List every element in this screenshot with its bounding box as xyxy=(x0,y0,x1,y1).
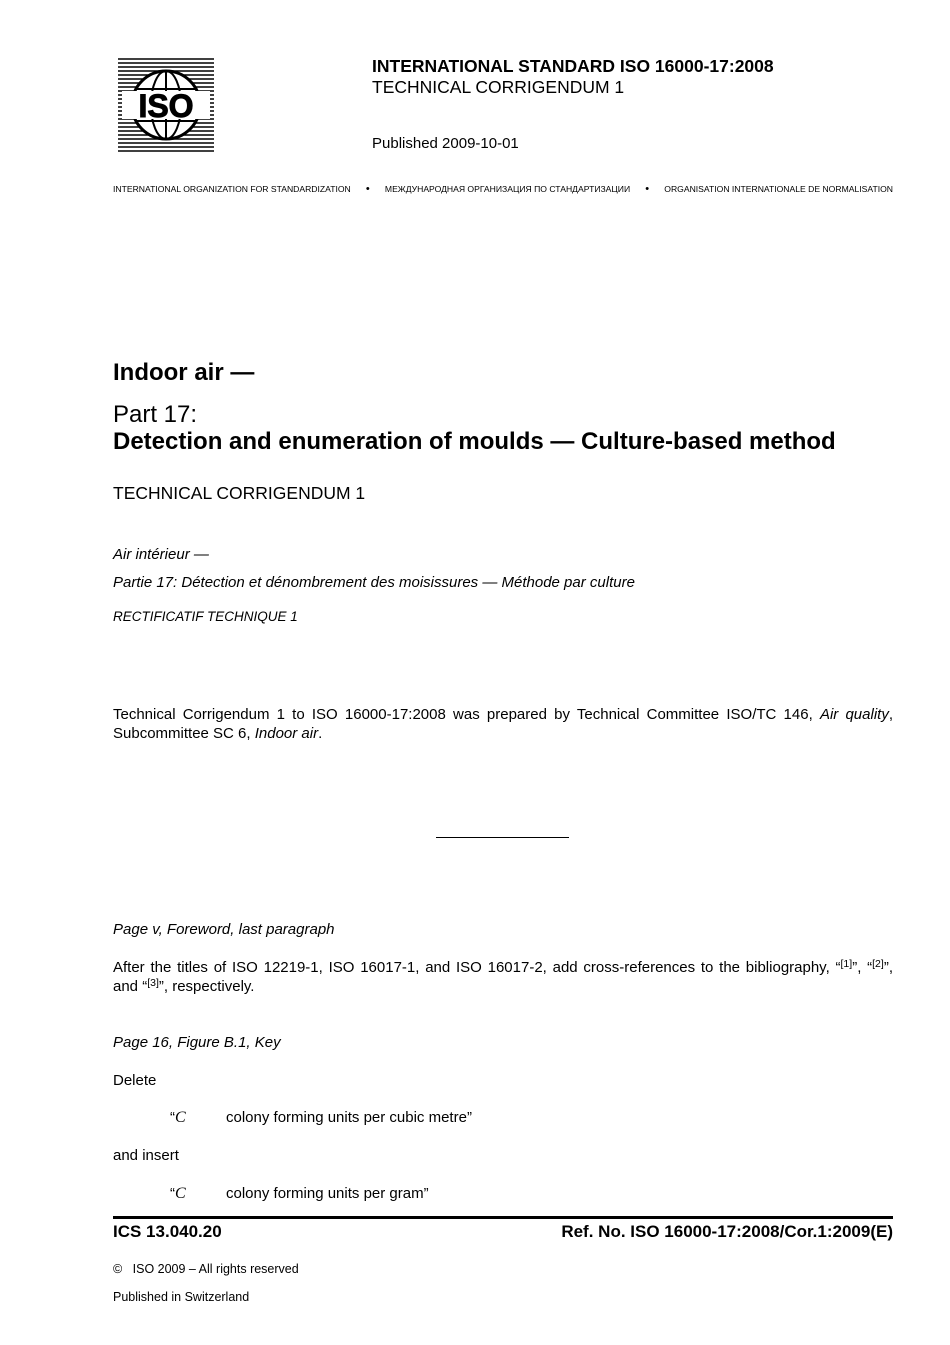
footer-rule xyxy=(113,1216,893,1219)
key-text-delete: colony forming units per cubic metre” xyxy=(226,1109,472,1126)
bibliography-ref-3: [3] xyxy=(147,977,159,989)
french-title-part: Partie 17: Détection et dénombrement des moisissures — Méthode par culture xyxy=(113,574,635,591)
corrigendum-label: TECHNICAL CORRIGENDUM 1 xyxy=(113,483,366,503)
french-corrigendum-label: RECTIFICATIF TECHNIQUE 1 xyxy=(113,609,298,624)
french-title-main: Air intérieur — xyxy=(113,546,209,563)
iso-logo-text: ISO xyxy=(138,88,194,124)
reference-number: Ref. No. ISO 16000-17:2008/Cor.1:2009(E) xyxy=(561,1222,893,1241)
published-in: Published in Switzerland xyxy=(113,1290,250,1304)
foreword-correction-paragraph: After the titles of ISO 12219-1, ISO 16017-1, and ISO 16017-2, add cross-references to the bibliography, “[1]”, “[2]”, and “[3]”, respectively. xyxy=(113,958,893,995)
org-name-fr: ORGANISATION INTERNATIONALE DE NORMALISATION xyxy=(664,184,893,194)
ics-code: ICS 13.040.20 xyxy=(113,1222,222,1241)
org-separator: • xyxy=(645,183,650,195)
iso-logo xyxy=(116,57,216,152)
document-part-number: Part 17: xyxy=(113,401,198,428)
prepared-by-paragraph: Technical Corrigendum 1 to ISO 16000-17:2008 was prepared by Technical Committee ISO/TC 146, Air quality, Subcommittee SC 6, Indoor air. xyxy=(113,706,893,742)
organization-line xyxy=(113,183,893,195)
section-heading-figure: Page 16, Figure B.1, Key xyxy=(113,1034,281,1051)
section-heading-foreword: Page v, Foreword, last paragraph xyxy=(113,921,335,938)
document-main-title: Indoor air — xyxy=(113,359,255,386)
org-name-ru: МЕЖДУНАРОДНАЯ ОРГАНИЗАЦИЯ ПО СТАНДАРТИЗАЦИИ xyxy=(384,184,631,194)
published-date: Published 2009-10-01 xyxy=(372,135,519,152)
standard-title: INTERNATIONAL STANDARD ISO 16000-17:2008 xyxy=(372,56,774,76)
section-divider xyxy=(436,837,569,838)
standard-subtitle: TECHNICAL CORRIGENDUM 1 xyxy=(372,77,625,97)
insert-label: and insert xyxy=(113,1147,179,1164)
copyright-notice: © ISO 2009 – All rights reserved xyxy=(113,1262,299,1276)
copyright-icon: © xyxy=(113,1262,123,1276)
delete-label: Delete xyxy=(113,1072,157,1089)
key-symbol-delete: “C xyxy=(170,1109,186,1126)
bibliography-ref-2: [2] xyxy=(872,958,884,970)
org-separator: • xyxy=(365,183,370,195)
document-part-title: Detection and enumeration of moulds — Culture-based method xyxy=(113,428,836,455)
key-text-insert: colony forming units per gram” xyxy=(226,1185,429,1202)
key-symbol-insert: “C xyxy=(170,1185,186,1202)
org-name-en: INTERNATIONAL ORGANIZATION FOR STANDARDIZATION xyxy=(113,184,351,194)
bibliography-ref-1: [1] xyxy=(840,958,853,970)
